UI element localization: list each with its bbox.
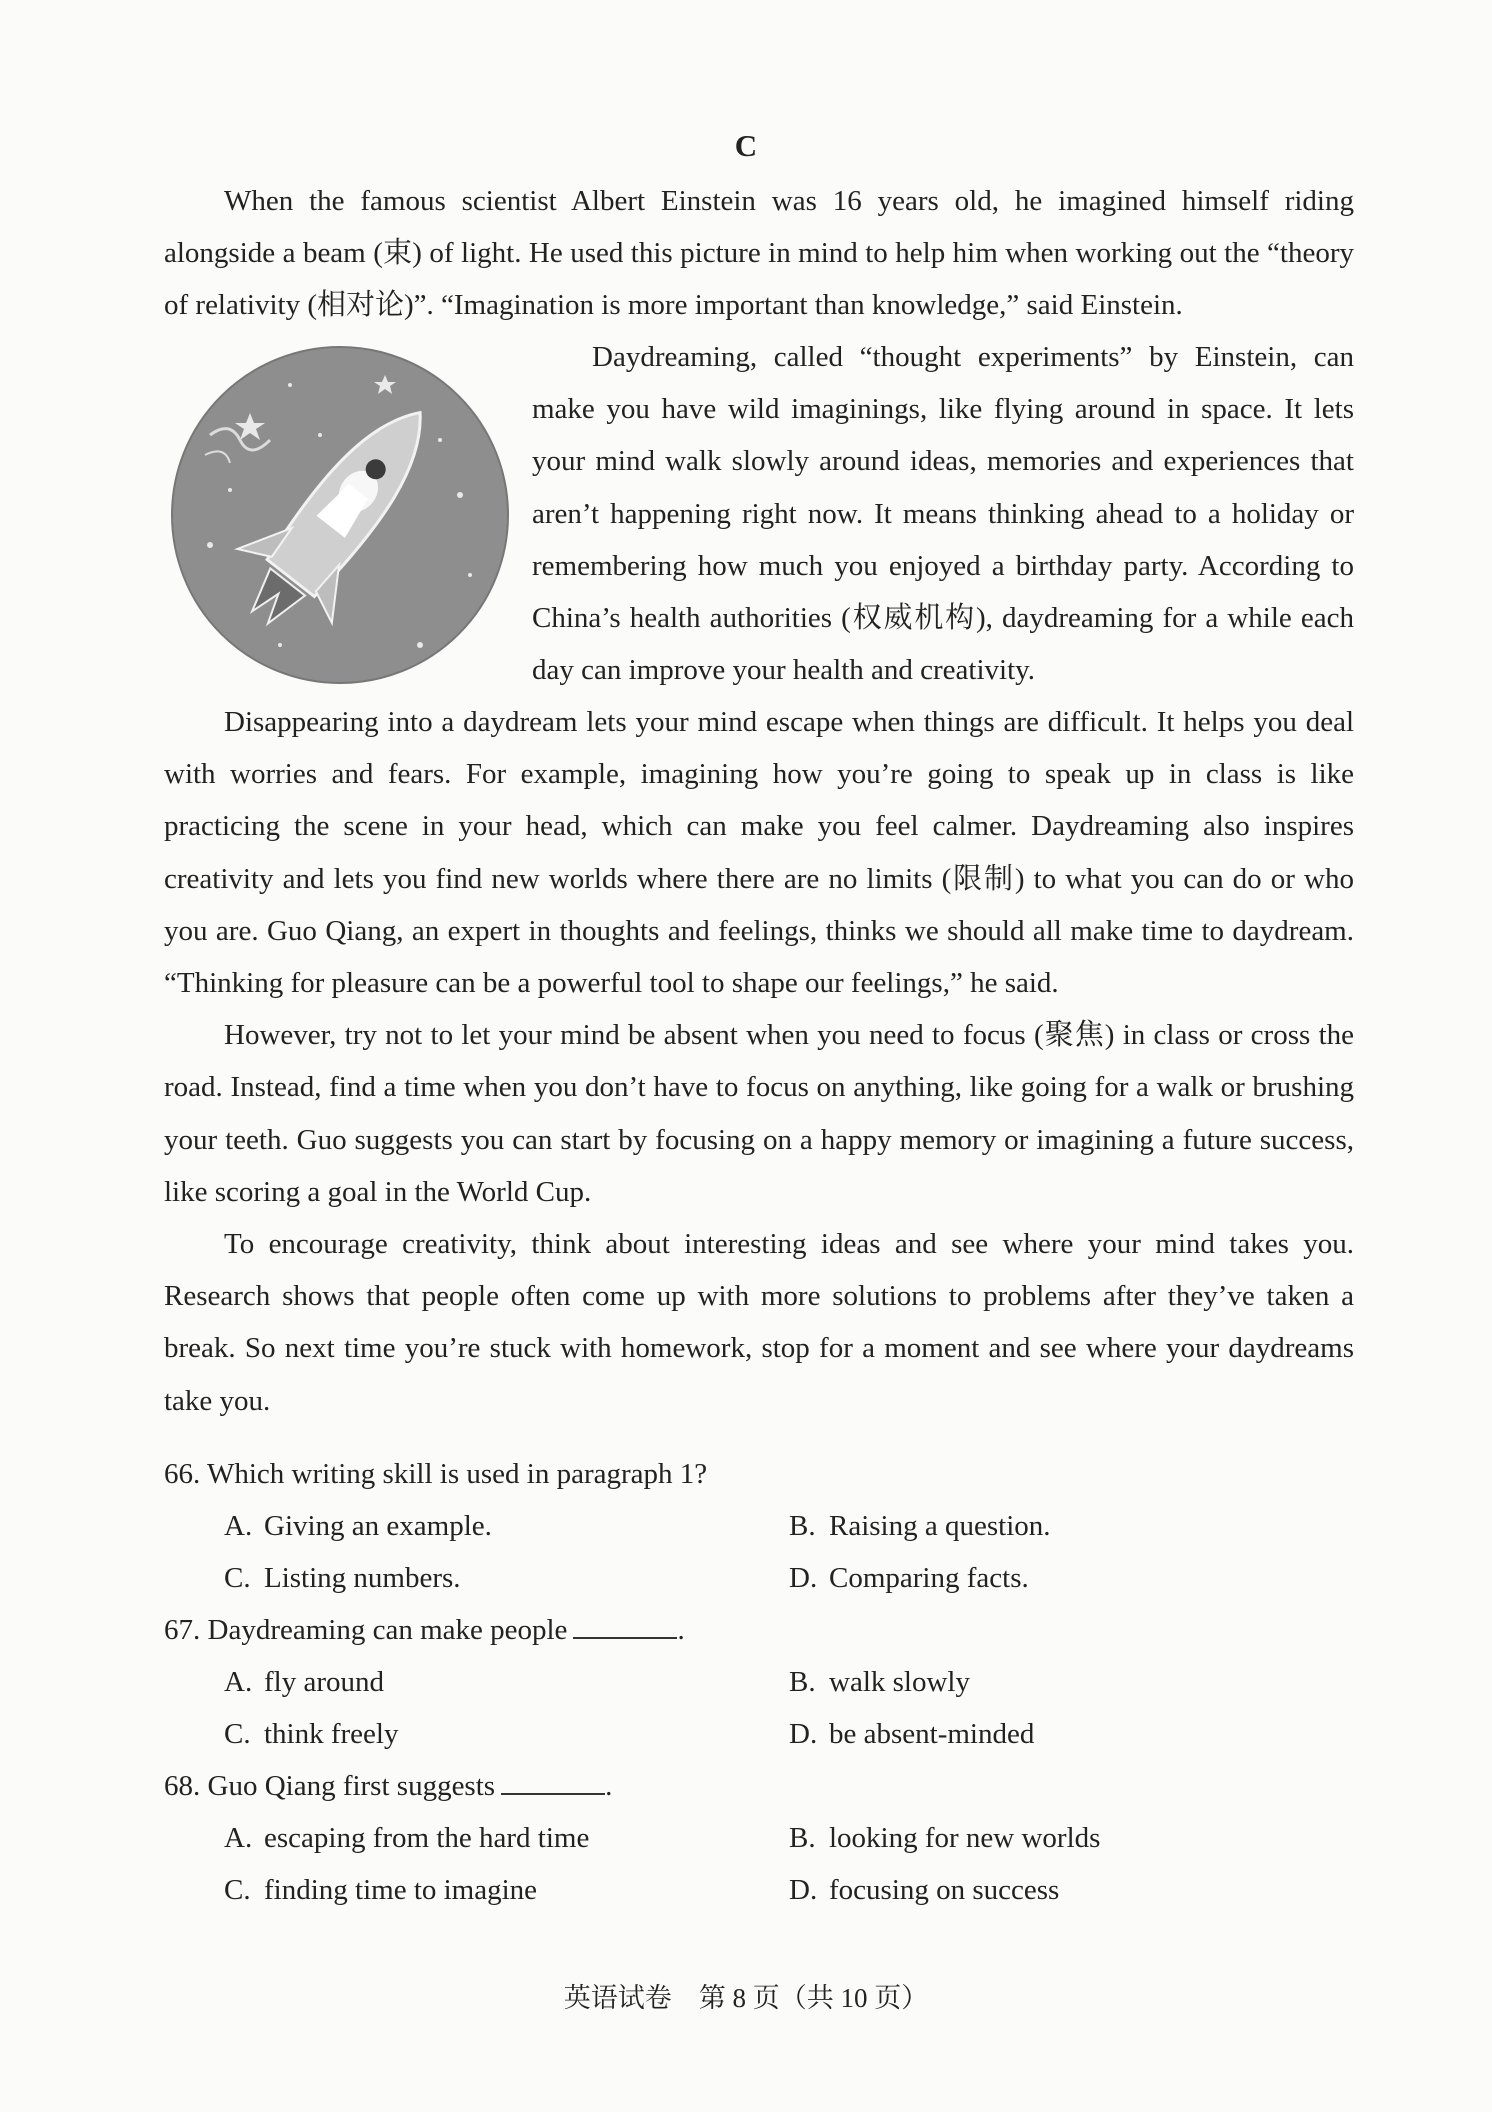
- passage-paragraph-4: However, try not to let your mind be absent when you need to focus (聚焦) in class or cross the road. Instead, find a time when you don’t have to focus on anything, like going for a walk or brushing your teeth. Guo suggests you can start by focusing on a happy memory or imagining a future success, like scoring a goal in the World Cup.: [164, 1019, 1354, 1208]
- option-c[interactable]: C. Listing numbers.: [224, 1562, 461, 1594]
- question-67: 67. Daydreaming can make people .: [164, 1604, 1354, 1656]
- passage-body: [164, 696, 1354, 1427]
- question-number: 68.: [164, 1770, 201, 1802]
- option-d[interactable]: D. be absent-minded: [789, 1718, 1035, 1750]
- answer-blank[interactable]: [501, 1763, 605, 1795]
- paragraph-text: Daydreaming, called “thought experiments” by Einstein, can make you have wild imaginings, like flying around in space. It lets your mind walk slowly around ideas, memories and experiences that aren’t happening right now. It means thinking ahead to a holiday or remembering how much you enjoyed a birthday party. According to China’s health authorities (权威机构), daydreaming for a while each day can improve your health and creativity.: [532, 341, 1354, 687]
- option-b[interactable]: B. looking for new worlds: [789, 1822, 1101, 1854]
- option-c[interactable]: C. finding time to imagine: [224, 1874, 538, 1906]
- option-row: [164, 1812, 1354, 1864]
- question-stem: Which writing skill is used in paragraph 1?: [206, 1458, 708, 1490]
- option-a[interactable]: A. fly around: [224, 1666, 384, 1698]
- question-stem: Guo Qiang first suggests: [207, 1770, 496, 1802]
- option-a[interactable]: A. Giving an example.: [224, 1510, 492, 1542]
- option-d[interactable]: D. focusing on success: [789, 1874, 1060, 1906]
- option-b[interactable]: B. walk slowly: [789, 1666, 970, 1698]
- question-number: 67.: [164, 1614, 201, 1646]
- option-row: [164, 1656, 1354, 1708]
- option-row: [164, 1864, 1354, 1916]
- option-d[interactable]: D. Comparing facts.: [789, 1562, 1029, 1594]
- section-heading: C: [734, 128, 758, 163]
- option-a[interactable]: A. escaping from the hard time: [224, 1822, 590, 1854]
- paragraph-text: When the famous scientist Albert Einstein was 16 years old, he imagined himself riding alongside a beam (束) of light. He used this picture in mind to help him when working out the “theory of relativity (相对论)”. “Imagination is more important than knowledge,” said Einstein.: [164, 185, 1354, 322]
- passage-paragraph-5: To encourage creativity, think about interesting ideas and see where your mind takes you. Research shows that people often come up with more solutions to problems after they’ve taken a break. So next time you’re stuck with homework, stop for a moment and see where your daydreams take you.: [164, 1228, 1354, 1417]
- option-b[interactable]: B. Raising a question.: [789, 1510, 1051, 1542]
- question-stem: Daydreaming can make people: [207, 1614, 568, 1646]
- option-row: [164, 1708, 1354, 1760]
- option-c[interactable]: C. think freely: [224, 1718, 399, 1750]
- rocket-girl-illustration: [170, 345, 510, 685]
- question-68: 68. Guo Qiang first suggests .: [164, 1760, 1354, 1812]
- passage-paragraph-3: Disappearing into a daydream lets your mind escape when things are difficult. It helps you deal with worries and fears. For example, imagining how you’re going to speak up in class is like practicing the scene in your head, which can make you feel calmer. Daydreaming also inspires creativity and lets you find new worlds where there are no limits (限制) to what you can do or who you are. Guo Qiang, an expert in thoughts and feelings, thinks we should all make time to daydream. “Thinking for pleasure can be a powerful tool to shape our feelings,” he said.: [164, 706, 1354, 1000]
- passage-paragraph-1: [164, 175, 1354, 332]
- page-footer: 英语试卷 第 8 页（共 10 页）: [563, 1983, 929, 2013]
- question-number: 66.: [164, 1458, 201, 1490]
- option-row: [164, 1500, 1354, 1552]
- question-list: [164, 1448, 1354, 1916]
- passage-paragraph-2: [532, 331, 1354, 696]
- option-row: [164, 1552, 1354, 1604]
- answer-blank[interactable]: [573, 1607, 677, 1639]
- question-66: [164, 1448, 1354, 1500]
